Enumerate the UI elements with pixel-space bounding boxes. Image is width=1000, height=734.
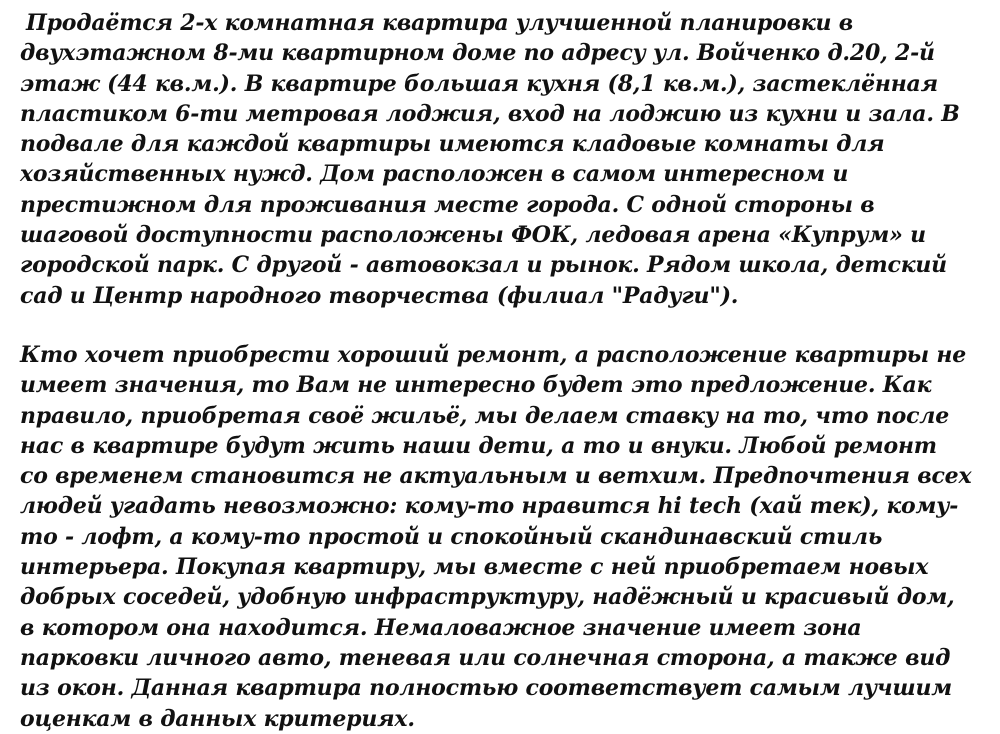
listing-description	[20, 8, 978, 734]
paragraph-apartment-details: Продаётся 2-х комнатная квартира улучшенной планировки в двухэтажном 8-ми квартирном доме по адресу ул. Войченко д.20, 2-й этаж (44 кв.м.). В квартире большая кухня (8,1 кв.м.), застеклённая пластиком 6-ти метровая лоджия, вход на лоджию из кухни и зала. В подвале для каждой квартиры имеются кладовые комнаты для хозяйственных нужд. Дом расположен в самом интересном и престижном для проживания месте города. С одной стороны в шаговой доступности расположены ФОК, ледовая арена «Купрум» и городской парк. С другой - автовокзал и рынок. Рядом школа, детский сад и Центр народного творчества (филиал "Радуги").	[20, 10, 960, 309]
paragraph-offer-rationale: Кто хочет приобрести хороший ремонт, а расположение квартиры не имеет значения, то Вам не интересно будет это предложение. Как правило, приобретая своё жильё, мы делаем ставку на то, что после нас в квартире будут жить наши дети, а то и внуки. Любой ремонт со временем становится не актуальным и ветхим. Предпочтения всех людей угадать невозможно: кому-то нравится hi tech (хай тек), кому- то - лофт, а кому-то простой и спокойный скандинавский стиль интерьера. Покупая квартиру, мы вместе с ней приобретаем новых добрых соседей, удобную инфраструктуру, надёжный и красивый дом, в котором она находится. Немаловажное значение имеет зона парковки личного авто, теневая или солнечная сторона, а также вид из окон. Данная квартира полностью соответствует самым лучшим оценкам в данных критериях.	[20, 341, 972, 732]
